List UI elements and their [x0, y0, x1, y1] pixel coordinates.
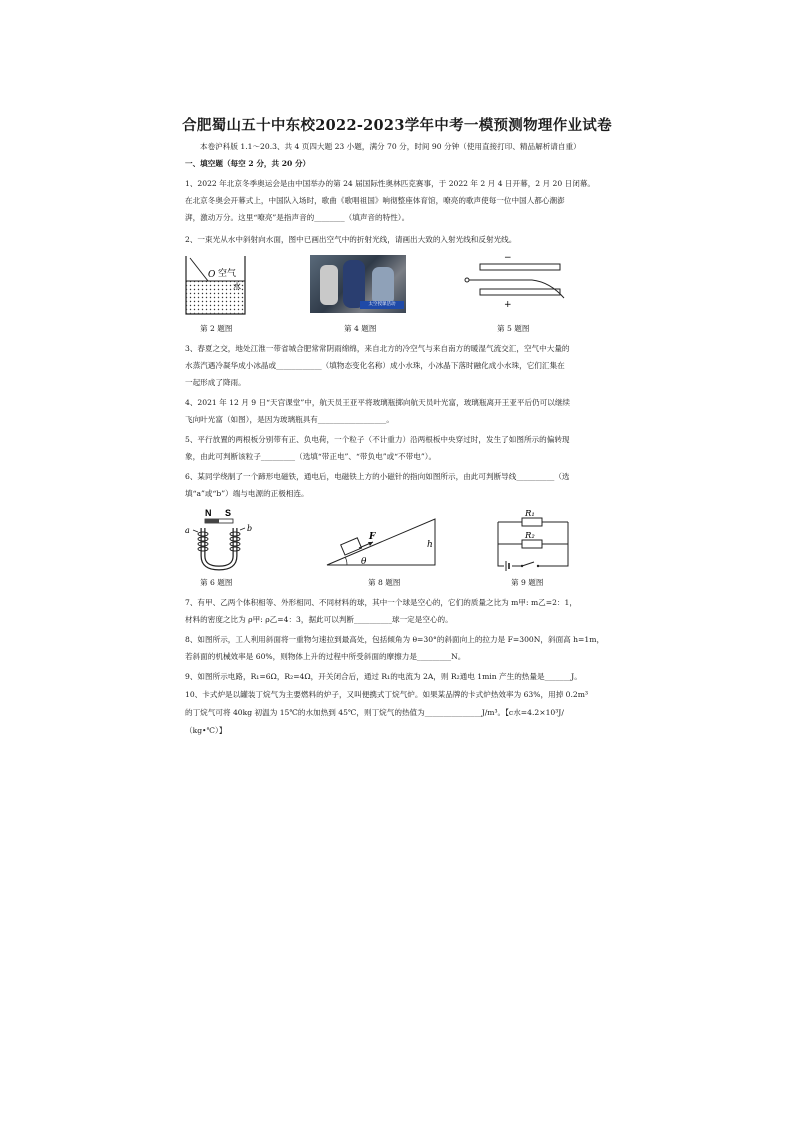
figure-9-circuit: [494, 506, 572, 570]
q1-line-2: 在北京冬奥会开幕式上，中国队入场时，歌曲《歌唱祖国》响彻整座体育馆，嘹亮的歌声使每一位中国人都心潮澎: [185, 196, 565, 205]
q5-line-2: 象，由此可判断该粒子_________（选填“带正电”、“带负电”或“不带电”）。: [185, 452, 437, 461]
label-s: S: [225, 508, 232, 518]
q2-text: 2、一束光从水中斜射向水面，图中已画出空气中的折射光线，请画出大致的入射光线和反射光线。: [185, 235, 517, 244]
photo-caption-badge: 太空授课活动: [360, 301, 404, 309]
caption-fig-8: 第 8 题图: [368, 578, 401, 587]
plate-minus-sign: −: [504, 253, 512, 263]
label-f: F: [369, 532, 376, 542]
label-r1: R₁: [525, 509, 535, 519]
label-r2: R₂: [525, 531, 535, 541]
intro-note: 本卷沪科版 1.1～20.3、共 4 页四大题 23 小题，满分 70 分，时间 90 分钟（使用直接打印、精品解析请自重）: [200, 142, 581, 151]
plate-plus-sign: +: [504, 300, 512, 310]
label-o: O: [208, 270, 216, 280]
q5-line-1: 5、平行放置的两根板分别带有正、负电荷，一个粒子（不计重力）沿两根板中央穿过时，发生了如图所示的偏转现: [185, 435, 570, 444]
q6-line-2: 填“a”或“b”）端与电源的正极相连。: [185, 489, 309, 498]
figure-6-electromagnet: [185, 506, 255, 572]
page-title: 合肥蜀山五十中东校2022-2023学年中考一模预测物理作业试卷: [182, 117, 612, 134]
figure-5-charged-plates: [462, 252, 572, 310]
caption-fig-5: 第 5 题图: [497, 324, 530, 333]
caption-fig-9: 第 9 题图: [511, 578, 544, 587]
q8-line-2: 若斜面的机械效率是 60%，则物体上升的过程中所受斜面的摩擦力是_________N。: [185, 652, 466, 661]
q1-line-3: 湃，激动万分。这里“嘹亮”是指声音的________（填声音的特性）。: [185, 213, 410, 222]
label-water: 水: [233, 282, 241, 291]
label-air: 空气: [218, 269, 237, 279]
label-b: b: [247, 524, 253, 533]
label-a: a: [185, 526, 190, 535]
label-h: h: [427, 540, 433, 550]
label-theta: θ: [361, 557, 367, 567]
figure-2-water-tank: [185, 256, 247, 316]
caption-fig-6: 第 6 题图: [200, 578, 233, 587]
q9-text: 9、如图所示电路，R₁=6Ω，R₂=4Ω，开关闭合后，通过 R₁的电流为 2A，则 R₂通电 1min 产生的热量是_______J。: [185, 672, 582, 681]
label-n: N: [205, 508, 212, 518]
q10-line-3: （kg•℃）】: [185, 726, 227, 735]
q4-line-2: 飞向叶光富（如图），是因为玻璃瓶具有__________________。: [185, 415, 394, 424]
q4-line-1: 4、2021 年 12 月 9 日“天宫课堂”中，航天员王亚平将玻璃瓶掷向航天员叶光富，玻璃瓶离开王亚平后仍可以继续: [185, 398, 571, 407]
caption-fig-4: 第 4 题图: [344, 324, 377, 333]
q3-line-3: 一起形成了降雨。: [185, 378, 246, 387]
figure-8-incline: [325, 515, 440, 567]
figure-4-photo: [310, 255, 406, 313]
q10-line-1: 10、卡式炉是以罐装丁烷气为主要燃料的炉子，又叫便携式丁烷气炉。如果某品牌的卡式炉热效率为 63%，用掉 0.2m³: [185, 690, 588, 699]
q6-line-1: 6、某同学绕制了一个蹄形电磁铁，通电后，电磁铁上方的小磁针的指向如图所示，由此可判断导线__________（选: [185, 472, 570, 481]
section-1-heading: 一、填空题（每空 2 分，共 20 分）: [185, 159, 311, 168]
q7-line-1: 7、有甲、乙两个体积相等、外形相同、不同材料的球，其中一个球是空心的，它们的质量之比为 m甲: m乙=2：1，: [185, 598, 577, 607]
q3-line-1: 3、春夏之交，地处江淮一带省城合肥常常阴雨绵绵，来自北方的冷空气与来自南方的暖湿气流交汇，空气中大量的: [185, 344, 570, 353]
q10-line-2: 的丁烷气可将 40kg 初温为 15℃的水加热到 45℃，则丁烷气的热值为_______________J/m³。【c水=4.2×10³J/: [185, 708, 564, 717]
q8-line-1: 8、如图所示，工人利用斜面将一重物匀速拉到最高处，包括倾角为 θ=30°的斜面向上的拉力是 F=300N，斜面高 h=1m，: [185, 635, 605, 644]
q3-line-2: 水蒸汽遇冷凝华成小冰晶或____________（填物态变化名称）成小水珠，小冰晶下落时融化成小水珠，它们汇集在: [185, 361, 565, 370]
caption-fig-2: 第 2 题图: [200, 324, 233, 333]
q7-line-2: 材料的密度之比为 ρ甲: ρ乙=4：3，据此可以判断__________球一定是空心的。: [185, 615, 453, 624]
q1-line-1: 1、2022 年北京冬季奥运会是由中国举办的第 24 届国际性奥林匹克赛事，于 2022 年 2 月 4 日开幕，2 月 20 日闭幕。: [185, 179, 596, 188]
